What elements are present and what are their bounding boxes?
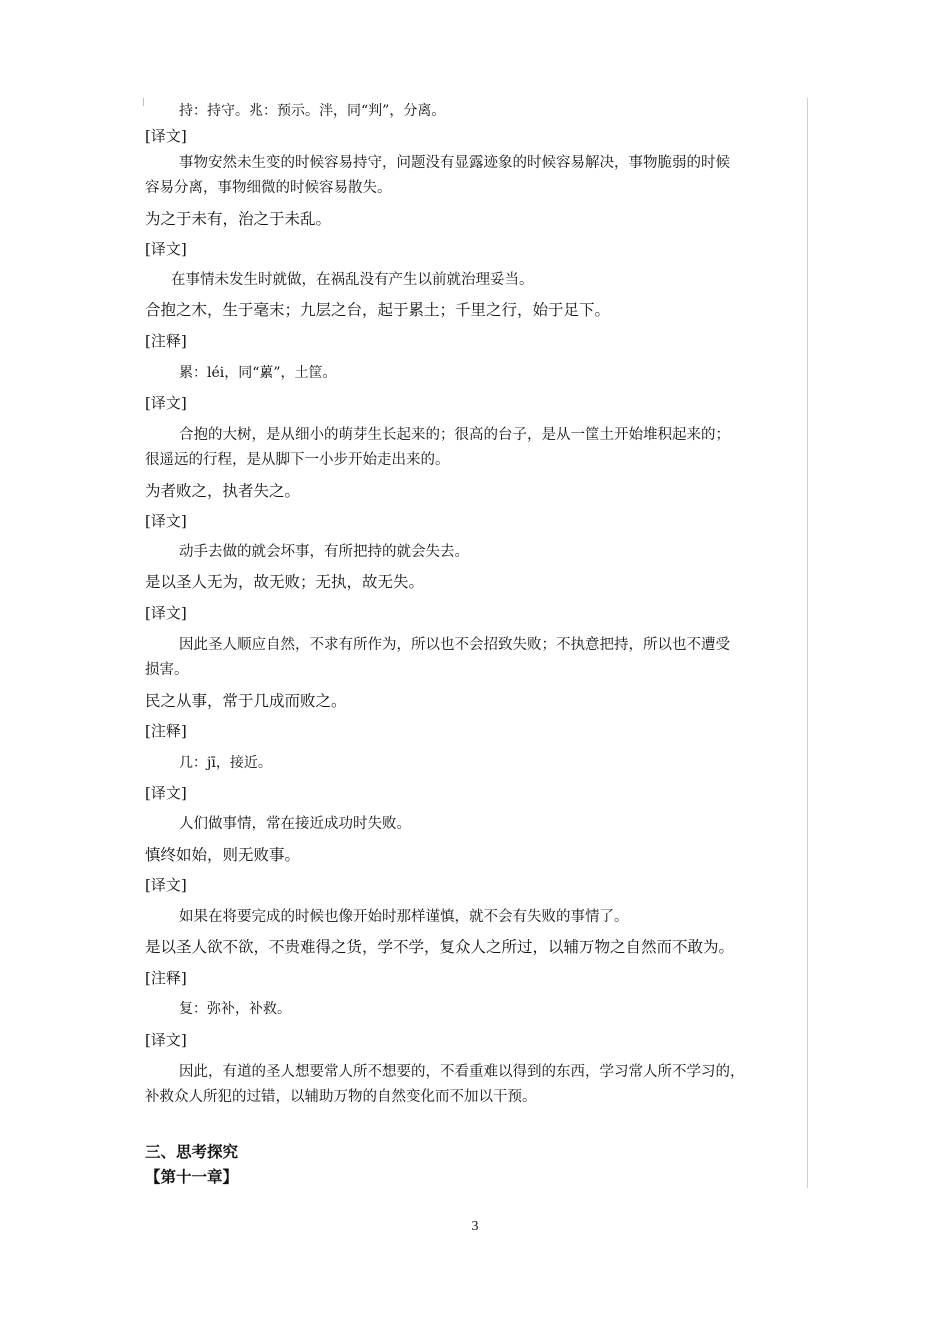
translation-text: 因此圣人顺应自然，不求有所作为，所以也不会招致失败；不执意把持，所以也不遭受 [179,637,730,653]
translation-text: 在事情未发生时就做，在祸乱没有产生以前就治理妥当。 [171,272,534,288]
translation-label: [译文] [145,512,187,530]
original-text: 为者败之，执者失之。 [145,482,301,500]
original-text: 合抱之木，生于毫末；九层之台，起于累土；千里之行，始于足下。 [145,301,611,319]
translation-text: 人们做事情，常在接近成功时失败。 [179,816,411,832]
left-margin-rule [143,98,144,106]
original-text: 民之从事，常于几成而败之。 [145,692,347,710]
original-text: 是以圣人无为，故无败；无执，故无失。 [145,573,425,591]
translation-label: [译文] [145,127,187,145]
annotation-label: [注释] [145,969,187,987]
translation-text: 容易分离，事物细微的时候容易散失。 [145,180,392,196]
right-margin-rule [807,98,808,1188]
annotation-text: 几：jī，接近。 [179,755,272,771]
annotation-text: 持：持守。兆：预示。泮，同“判”，分离。 [179,103,446,119]
original-text: 慎终如始，则无败事。 [145,846,301,864]
original-text: 是以圣人欲不欲，不贵难得之货，学不学，复众人之所过，以辅万物之自然而不敢为。 [145,938,735,956]
section-heading: 三、思考探究 [145,1143,239,1161]
translation-label: [译文] [145,240,187,258]
annotation-label: [注释] [145,722,187,740]
translation-label: [译文] [145,1031,187,1049]
translation-text: 因此，有道的圣人想要常人所不想要的，不看重难以得到的东西，学习常人所不学习的， [179,1064,745,1080]
translation-text: 事物安然未生变的时候容易持守，问题没有显露迹象的时候容易解决，事物脆弱的时候 [179,155,730,171]
translation-text: 补救众人所犯的过错，以辅助万物的自然变化而不加以干预。 [145,1089,537,1105]
translation-text: 很遥远的行程，是从脚下一小步开始走出来的。 [145,452,450,468]
translation-label: [译文] [145,394,187,412]
translation-text: 合抱的大树，是从细小的萌芽生长起来的；很高的台子，是从一筐土开始堆积起来的； [179,427,730,443]
annotation-label: [注释] [145,332,187,350]
translation-text: 损害。 [145,662,189,678]
translation-text: 动手去做的就会坏事，有所把持的就会失去。 [179,544,469,560]
translation-label: [译文] [145,604,187,622]
page-number: 3 [471,1219,479,1234]
chapter-heading: 【第十一章】 [145,1168,239,1186]
translation-text: 如果在将要完成的时候也像开始时那样谨慎，就不会有失败的事情了。 [179,909,629,925]
annotation-text: 复：弥补，补救。 [179,1001,291,1017]
annotation-text: 累：léi，同“蔂”，土筐。 [179,365,337,381]
original-text: 为之于未有，治之于未乱。 [145,210,332,228]
translation-label: [译文] [145,876,187,894]
translation-label: [译文] [145,784,187,802]
